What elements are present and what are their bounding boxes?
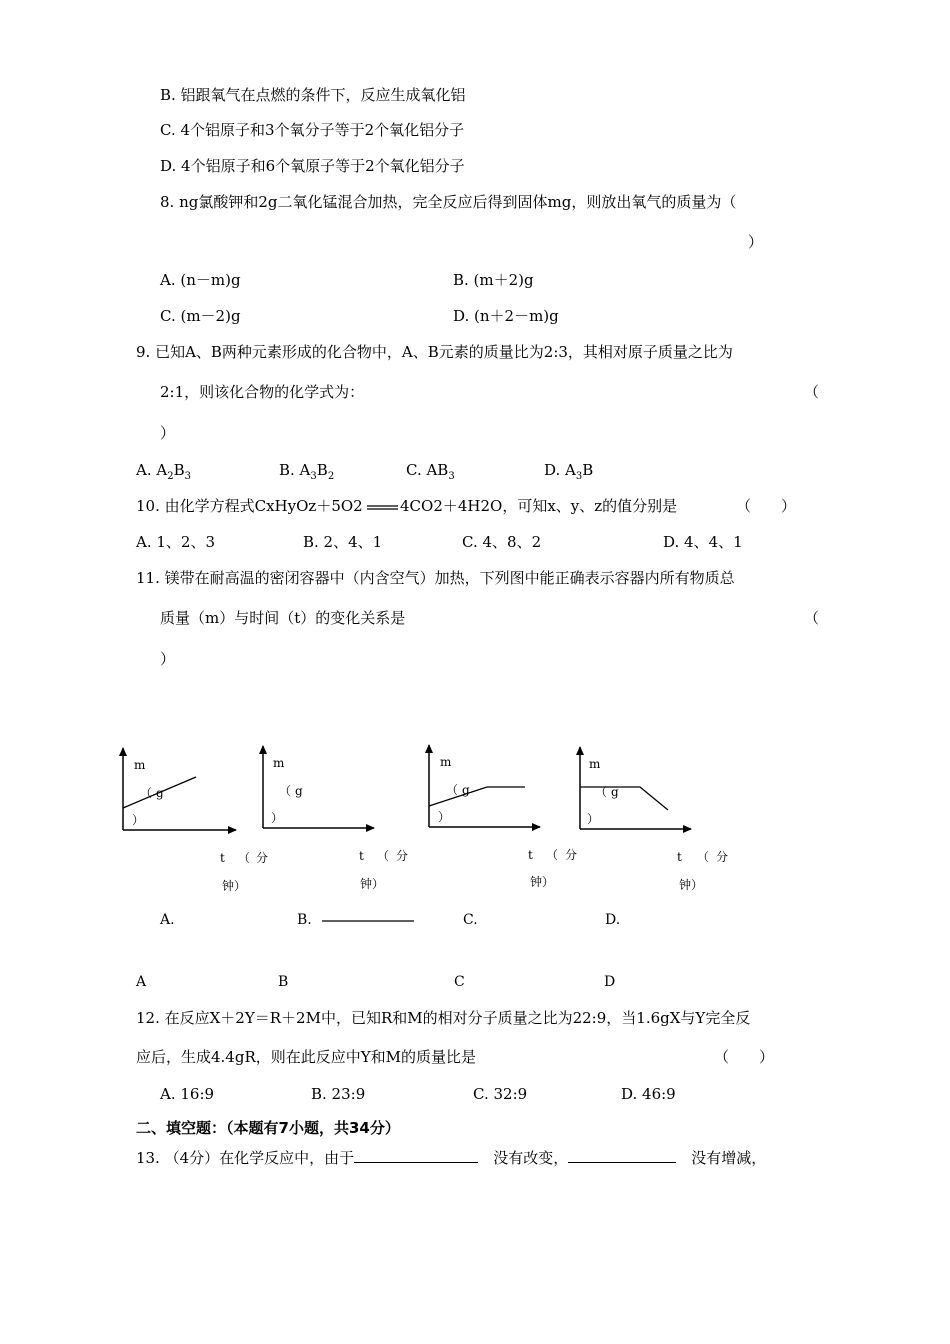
q9-option-a-mid: B bbox=[173, 461, 185, 479]
q12-option-b: B. 23:9 bbox=[311, 1085, 366, 1103]
graph-b-t-label: t bbox=[359, 849, 364, 863]
graph-a-unit-close: ） bbox=[132, 813, 145, 827]
q12-stem-line2: 应后，生成4.4gR，则在此反应中Y和M的质量比是 bbox=[136, 1048, 477, 1066]
graph-d-t-paren: （ bbox=[697, 850, 710, 864]
graph-b-unit-g: g bbox=[295, 784, 303, 798]
q9-option-b-sub1: 3 bbox=[310, 471, 317, 482]
graph-b-unit-open: （ bbox=[279, 784, 292, 798]
q12-stem-line1: 12. 在反应X＋2Y＝R＋2M中，已知R和M的相对分子质量之比为22:9，当1.6gX与Y完全反 bbox=[136, 1009, 751, 1027]
graph-d-caption: D bbox=[604, 974, 616, 990]
q12-paren: （ ） bbox=[714, 1048, 775, 1066]
graph-a-caption: A bbox=[136, 974, 147, 990]
graph-c-option-label: C. bbox=[463, 912, 478, 928]
q12-option-c: C. 32:9 bbox=[473, 1085, 528, 1103]
q9-option-c-pre: C. AB bbox=[406, 461, 449, 479]
graph-c-unit-close: ） bbox=[438, 810, 451, 824]
q8-option-b: B. (m＋2)g bbox=[453, 271, 534, 289]
graph-a-t-unit: 分 bbox=[256, 851, 269, 865]
q9-paren-open: （ bbox=[804, 383, 820, 401]
q9-paren-close: ） bbox=[160, 424, 176, 442]
graph-a-unit-open: （ bbox=[140, 786, 153, 800]
q11-stem-line2: 质量（m）与时间（t）的变化关系是 bbox=[160, 609, 406, 627]
q9-option-d-sub1: 3 bbox=[575, 471, 583, 482]
graph-c-curve bbox=[429, 787, 525, 806]
graph-c-unit-g: g bbox=[462, 783, 470, 797]
graph-a-t-paren: （ bbox=[238, 851, 251, 865]
q10-option-d: D. 4、4、1 bbox=[663, 533, 743, 551]
graph-b-t-unit: 分 bbox=[396, 849, 409, 863]
q8-option-a: A. (n－m)g bbox=[160, 271, 241, 289]
q7-option-c: C. 4个铝原子和3个氧分子等于2个氧化铝分子 bbox=[160, 121, 465, 139]
graph-b-t-paren: （ bbox=[377, 849, 390, 863]
q13-mid: 没有改变， bbox=[493, 1149, 569, 1167]
q9-stem-line2: 2:1，则该化合物的化学式为： bbox=[160, 383, 365, 401]
graph-c-unit-open: （ bbox=[446, 783, 459, 797]
q8-option-d: D. (n＋2－m)g bbox=[453, 307, 559, 325]
q11-paren-close: ） bbox=[160, 650, 176, 668]
q10-stem-a: 10. 由化学方程式CxHyOz＋5O2 bbox=[136, 497, 363, 515]
graph-d-t-label: t bbox=[677, 850, 682, 864]
graph-b-unit-close: ） bbox=[271, 811, 284, 825]
graph-b bbox=[263, 746, 414, 921]
graph-d-curve bbox=[580, 787, 668, 810]
q9-option-b-sub2: 2 bbox=[327, 471, 335, 482]
graph-c-t-label: t bbox=[528, 848, 533, 862]
graph-a-m-label: m bbox=[134, 758, 146, 772]
graph-d-t-unit2: 钟） bbox=[679, 878, 704, 892]
graph-d-t-unit: 分 bbox=[716, 850, 729, 864]
q8-paren: ） bbox=[748, 233, 764, 251]
graph-d-unit-g: g bbox=[611, 785, 619, 799]
graph-c-caption: C bbox=[454, 974, 465, 990]
graph-d-m-label: m bbox=[589, 757, 601, 771]
graph-c-m-label: m bbox=[440, 755, 452, 769]
q9-option-c-sub1: 3 bbox=[448, 471, 455, 482]
graph-b-caption: B bbox=[278, 974, 289, 990]
q10-option-b: B. 2、4、1 bbox=[303, 533, 383, 551]
q9-option-d-post: B bbox=[582, 461, 594, 479]
q13-blank-2[interactable] bbox=[568, 1148, 676, 1163]
q9-option-a-pre: A. A bbox=[136, 461, 168, 479]
graph-d-option-label: D. bbox=[605, 912, 621, 928]
q13-text bbox=[136, 1148, 766, 1166]
graph-d-unit-open: （ bbox=[595, 785, 608, 799]
graph-b-option-label: B. bbox=[297, 912, 312, 928]
q8-stem: 8. ng氯酸钾和2g二氧化锰混合加热，完全反应后得到固体mg，则放出氧气的质量为（ bbox=[160, 193, 737, 211]
q7-option-d: D. 4个铝原子和6个氧原子等于2个氧化铝分子 bbox=[160, 157, 465, 175]
graph-a-option-label: A. bbox=[160, 912, 175, 928]
graph-d-unit-close: ） bbox=[587, 812, 600, 826]
q12-option-d: D. 46:9 bbox=[621, 1085, 676, 1103]
q13-blank-1[interactable] bbox=[354, 1148, 478, 1163]
graph-b-t-unit2: 钟） bbox=[360, 877, 385, 891]
q9-stem-line1: 9. 已知A、B两种元素形成的化合物中，A、B元素的质量比为2:3，其相对原子质量之比为 bbox=[136, 343, 733, 361]
q9-option-a-sub1: 2 bbox=[167, 471, 174, 482]
graph-a-t-label: t bbox=[220, 851, 225, 865]
q9-option-b-mid: B bbox=[316, 461, 328, 479]
graph-c-t-unit: 分 bbox=[565, 848, 578, 862]
q13-post: 没有增减， bbox=[691, 1149, 767, 1167]
q10-paren: （ ） bbox=[736, 497, 797, 515]
q11-stem-line1: 11. 镁带在耐高温的密闭容器中（内含空气）加热，下列图中能正确表示容器内所有物质总 bbox=[136, 569, 735, 587]
q7-option-b: B. 铝跟氧气在点燃的条件下，反应生成氧化铝 bbox=[160, 86, 466, 104]
section-2-title: 二、填空题：（本题有7小题，共34分） bbox=[136, 1119, 400, 1137]
q10-stem-b: 4CO2＋4H2O，可知x、y、z的值分别是 bbox=[400, 497, 678, 515]
q13-pre: 13. （4分）在化学反应中，由于 bbox=[136, 1149, 355, 1167]
graph-b-m-label: m bbox=[273, 756, 285, 770]
q10-option-c: C. 4、8、2 bbox=[462, 533, 542, 551]
graph-c-t-paren: （ bbox=[546, 848, 559, 862]
graph-a-unit-g: g bbox=[156, 786, 164, 800]
q10-option-a: A. 1、2、3 bbox=[136, 533, 215, 551]
q9-option-d-pre: D. A bbox=[544, 461, 576, 479]
graph-a-t-unit2: 钟） bbox=[222, 879, 247, 893]
graph-c-t-unit2: 钟） bbox=[530, 875, 555, 889]
q9-option-a-sub2: 3 bbox=[184, 471, 191, 482]
q9-option-b-pre: B. A bbox=[279, 461, 311, 479]
q12-option-a: A. 16:9 bbox=[160, 1085, 215, 1103]
q8-option-c: C. (m－2)g bbox=[160, 307, 241, 325]
q11-paren-open: （ bbox=[804, 609, 820, 627]
